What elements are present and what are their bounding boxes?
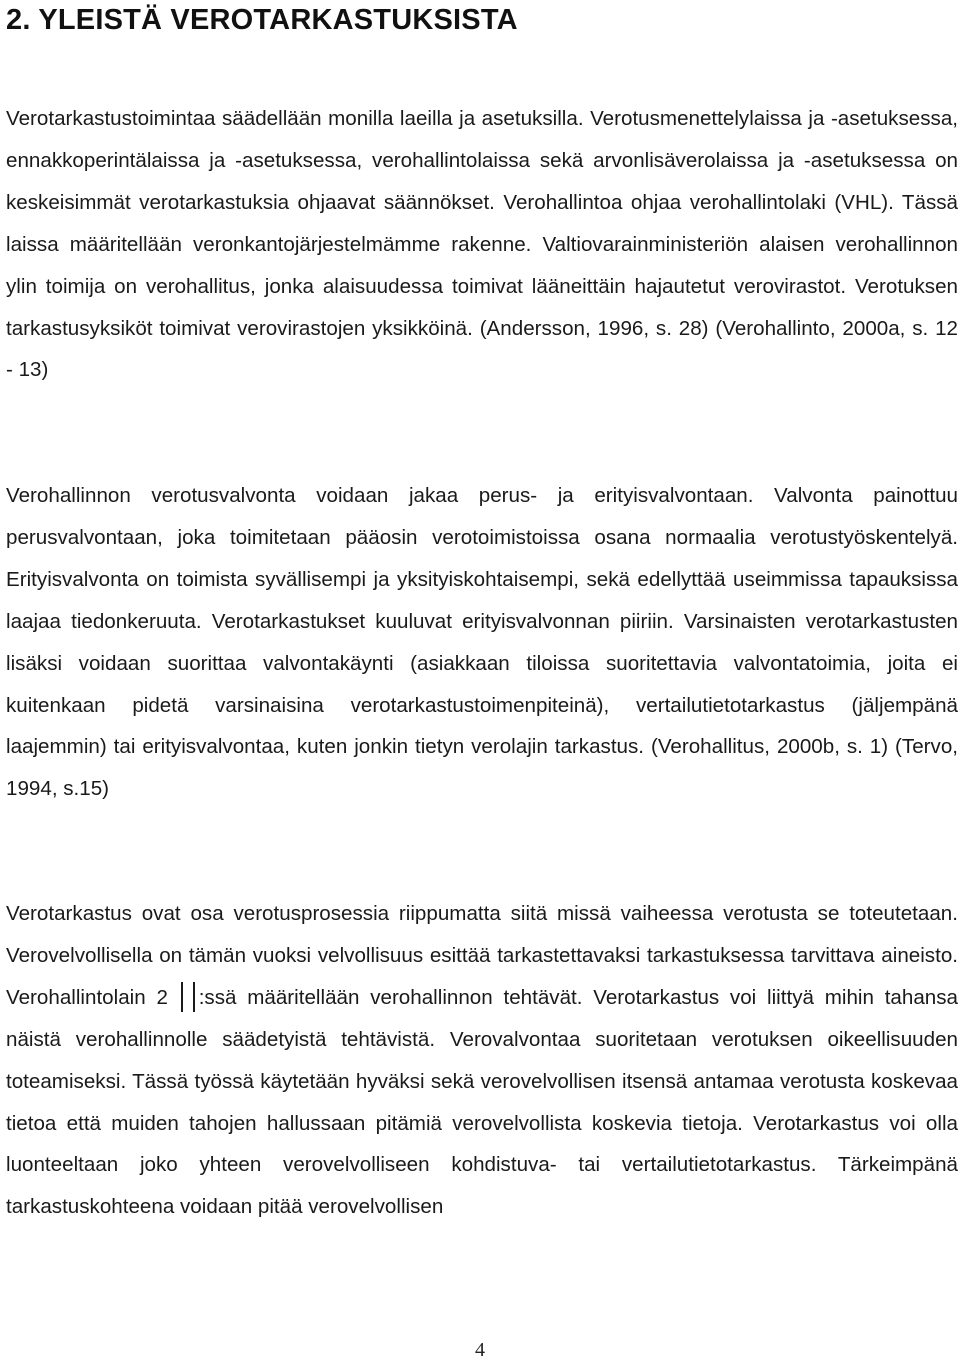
section-heading: 2. YLEISTÄ VEROTARKASTUKSISTA <box>6 4 518 36</box>
body-paragraph-3 <box>6 893 958 1228</box>
body-paragraph-2: Verohallinnon verotusvalvonta voidaan jakaa perus- ja erityisvalvontaan. Valvonta painottuu perusvalvontaan, joka toimitetaan pääosin verotoimistoissa osana normaalia verotustyöskentelyä. Erityisvalvonta on toimista syvällisempi ja yksityiskohtaisempi, sekä edellyttää useimmissa tapauksissa laajaa tiedonkeruuta. Verotarkastukset kuuluvat erityisvalvonnan piiriin. Varsinaisten verotarkastusten lisäksi voidaan suorittaa valvontakäynti (asiakkaan tiloissa suoritettavia valvontatoimia, joita ei kuitenkaan pidetä varsinaisina verotarkastustoimenpiteinä), vertailutietotarkastus (jäljempänä laajemmin) tai erityisvalvontaa, kuten jonkin tietyn verolajin tarkastus. (Verohallitus, 2000b, s. 1) (Tervo, 1994, s.15) <box>6 484 958 801</box>
section-sign-mark <box>181 982 195 1012</box>
body-paragraph-1: Verotarkastustoimintaa säädellään monilla laeilla ja asetuksilla. Verotusmenettelylaissa ja -asetuksessa, ennakkoperintälaissa ja -asetuksessa, verohallintolaissa sekä arvonlisäverolaissa ja -asetuksessa on keskeisimmät verotarkastuksia ohjaavat säännökset. Verohallintoa ohjaa verohallintolaki (VHL). Tässä laissa määritellään veronkantojärjestelmämme rakenne. Valtiovarainministeriön alaisen verohallinnon ylin toimija on verohallitus, jonka alaisuudessa toimivat lääneittäin hajautetut verovirastot. Verotuksen tarkastusyksiköt toimivat verovirastojen yksikköinä. (Andersson, 1996, s. 28) (Verohallinto, 2000a, s. 12 - 13) <box>6 107 958 382</box>
page-number: 4 <box>475 1339 485 1361</box>
paragraph-3-text-after-mark: :ssä määritellään verohallinnon tehtävät. Verotarkastus voi liittyä mihin tahansa näistä verohallinnolle säädetyistä tehtävistä. Verovalvontaa suoritetaan verotuksen oikeellisuuden toteamiseksi. Tässä työssä käytetään hyväksi sekä verovelvollisen itsensä antamaa verotusta koskevaa tietoa että muiden tahojen hallussaan pitämiä verovelvollista koskevia tietoja. Verotarkastus voi olla luonteeltaan joko yhteen verovelvolliseen kohdistuva- tai vertailutietotarkastus. Tärkeimpänä tarkastuskohteena voidaan pitää verovelvollisen <box>6 985 958 1219</box>
paragraph-3-text-before-mark: Verotarkastus ovat osa verotusprosessia riippumatta siitä missä vaiheessa verotusta se toteutetaan. Verovelvollisella on tämän vuoksi velvollisuus esittää tarkastettavaksi tarkastuksessa tarvittava aineisto. Verohallintolain 2 <box>6 902 958 1009</box>
